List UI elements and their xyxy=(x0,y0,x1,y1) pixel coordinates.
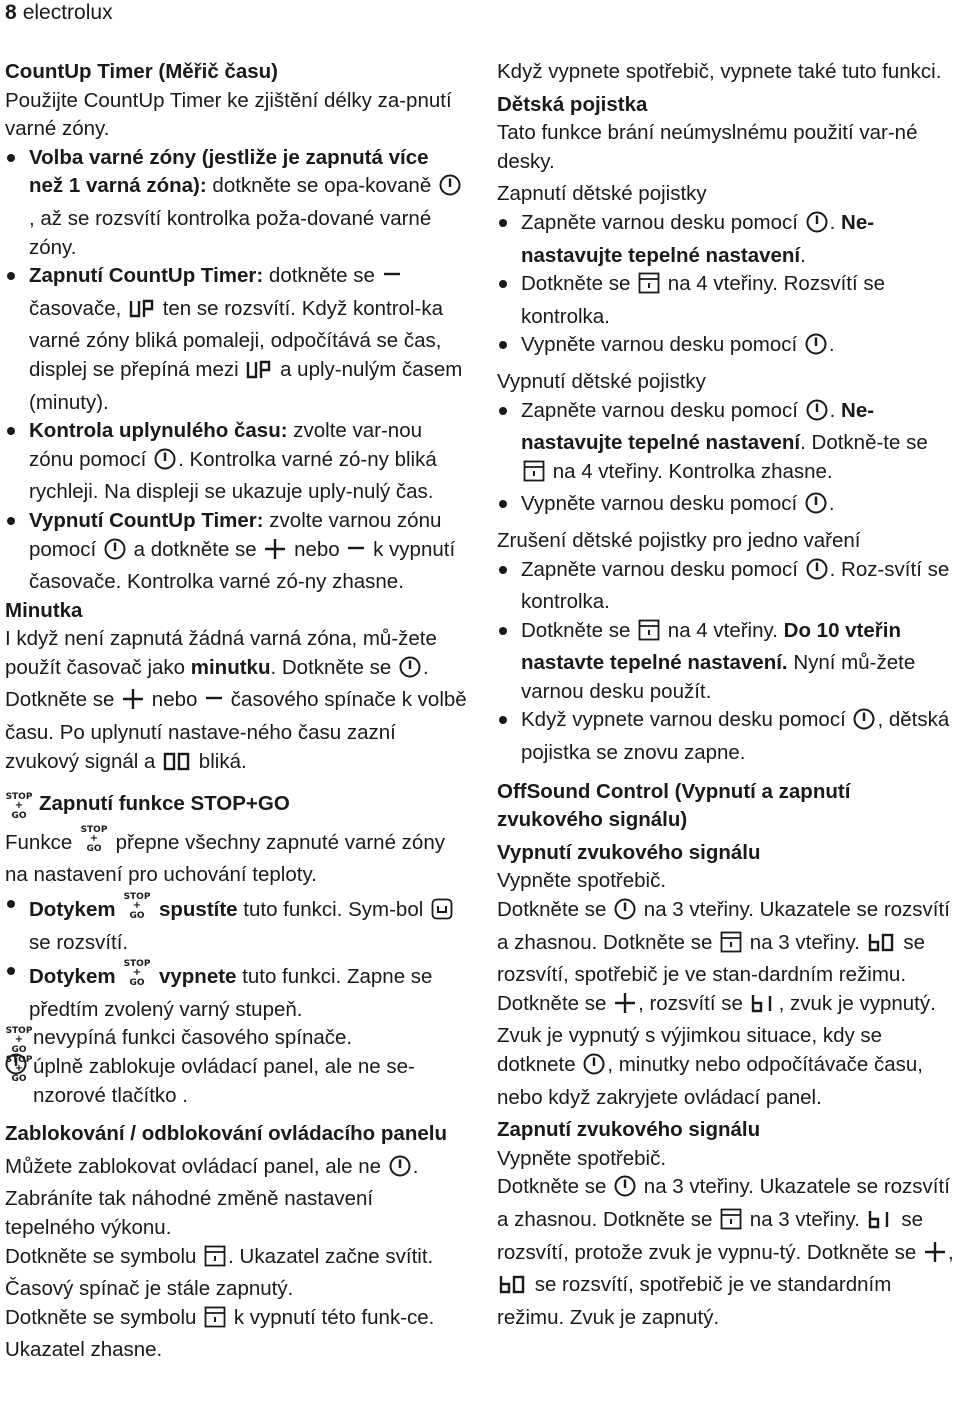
b0-display-icon xyxy=(499,1275,527,1304)
lock-icon xyxy=(523,460,545,491)
power-icon xyxy=(154,448,176,479)
list-item: Zapnutí CountUp Timer: dotkněte se časovače, ten se rozsvítí. Když kontrol-ka varné zóny bliká pomaleji, odpočítává se čas, displej se přepíná mezi a uply-nulým časem (minuty). xyxy=(5,262,467,417)
svg-text:+: + xyxy=(14,1034,24,1046)
svg-text:GO: GO xyxy=(86,843,102,853)
stopgo-note-2: STOP + GO úplně zablokuje ovládací panel, ale ne se-nzorové tlačítko . xyxy=(5,1055,415,1107)
power-icon xyxy=(5,1053,27,1084)
stop-go-icon xyxy=(123,890,151,929)
lock-icon xyxy=(638,272,660,303)
stopgo-list xyxy=(5,890,467,1024)
list-item: Dotykem STOP + GO vypnete tuto funkci. Zapne se předtím zvolený varný stupeň. xyxy=(5,957,467,1024)
svg-text:STOP: STOP xyxy=(5,792,33,803)
svg-text:GO: GO xyxy=(11,1045,27,1055)
lock-icon xyxy=(720,1208,742,1239)
svg-text:STOP: STOP xyxy=(80,824,108,835)
left-column xyxy=(5,58,467,1365)
sound-on-step-2: Dotkněte se na 3 vteřiny. Ukazatele se rozsvítí a zhasnou. Dotkněte se na 3 vteřiny. se rozsvítí, protože zvuk je vypnu-tý. Dotkněte se , se rozsvítí, spotřebič je ve standardním režimu. Zvuk je zapnutý. xyxy=(497,1175,954,1329)
page-header xyxy=(5,0,113,26)
power-icon xyxy=(805,333,827,364)
list-item: Volba varné zóny (jestliže je zapnutá více než 1 varná zóna): dotkněte se opa-kovaně , až se rozsvítí kontrolka poža-dované varné zóny. xyxy=(5,144,467,262)
power-icon xyxy=(583,1053,605,1084)
lock-icon xyxy=(204,1245,226,1276)
svg-text:+: + xyxy=(133,967,142,979)
stopgo-text: Funkce STOP + GO přepne všechny zapnuté varné zóny na nastavení pro uchování teploty. xyxy=(5,824,445,887)
power-icon xyxy=(399,656,421,687)
svg-text:+: + xyxy=(14,800,24,812)
power-icon xyxy=(389,1155,411,1186)
child-lock-text: Tato funkce brání neúmyslnému použití var-né desky. xyxy=(497,121,918,173)
list-item: Když vypnete varnou desku pomocí , dětská pojistka se znovu zapne. xyxy=(497,706,957,767)
svg-text:STOP: STOP xyxy=(5,1026,33,1037)
power-icon xyxy=(853,708,875,739)
power-icon xyxy=(806,211,828,242)
svg-text:+: + xyxy=(89,832,99,844)
list-item: Vypnutí CountUp Timer: zvolte varnou zónu pomocí a dotkněte se nebo k vypnutí časovače. Kontrolka varné zó-ny zhasne. xyxy=(5,507,467,597)
list-item: Vypněte varnou desku pomocí . xyxy=(497,331,957,364)
sound-off-step-3: Zvuk je vypnutý s výjimkou situace, kdy se dotknete , minutky nebo odpočítávače času, nebo když zakryjete ovládací panel. xyxy=(497,1024,924,1109)
svg-text:+: + xyxy=(14,1063,24,1074)
svg-text:+: + xyxy=(133,900,142,912)
lock-icon xyxy=(204,1306,226,1337)
00-display-icon xyxy=(163,752,191,781)
up-display-icon xyxy=(246,360,272,389)
stop-go-icon xyxy=(5,790,33,829)
child-lock-off-list xyxy=(497,397,957,523)
lock-title: Zablokování / odblokování ovládacího panelu xyxy=(5,1122,447,1146)
brand-name: electrolux xyxy=(22,1,113,24)
plus-icon xyxy=(924,1241,946,1272)
list-item: Zapněte varnou desku pomocí . Ne-nastavujte tepelné nastavení. Dotkně-te se na 4 vteřiny. Kontrolka zhasne. xyxy=(497,397,957,491)
b1-display-icon xyxy=(868,1210,894,1239)
power-icon xyxy=(806,558,828,589)
power-icon xyxy=(104,538,126,569)
right-intro: Když vypnete spotřebič, vypnete také tuto funkci. xyxy=(497,60,942,83)
offsound-title: OffSound Control (Vypnutí a zapnutí zvukového signálu) xyxy=(497,779,851,832)
lock-icon xyxy=(720,931,742,962)
svg-text:STOP: STOP xyxy=(123,892,151,903)
stop-go-icon xyxy=(80,823,108,862)
svg-text:GO: GO xyxy=(129,911,145,921)
minutka-text: I když není zapnutá žádná varná zóna, mů-žete použít časovač jako minutku. Dotkněte se . Dotkněte se nebo časového spínače k volbě času. Po uplynutí nastave-ného času zazní zvukový signál a bliká. xyxy=(5,625,467,780)
svg-text:GO: GO xyxy=(129,978,145,988)
countup-list xyxy=(5,144,467,597)
power-icon xyxy=(439,174,461,205)
list-item: Dotkněte se na 4 vteřiny. Do 10 vteřin nastavte tepelné nastavení. Nyní mů-žete varnou desku použít. xyxy=(497,617,957,707)
minus-icon xyxy=(205,690,223,719)
child-lock-off-title: Vypnutí dětské pojistky xyxy=(497,369,706,393)
child-lock-on-list xyxy=(497,209,957,364)
power-icon xyxy=(614,898,636,929)
svg-text:STOP: STOP xyxy=(5,1055,33,1065)
lock-icon xyxy=(638,619,660,650)
svg-text:GO: GO xyxy=(11,1074,27,1083)
svg-text:STOP: STOP xyxy=(123,959,151,970)
lock-text-2: Dotkněte se symbolu . Ukazatel začne svítit. xyxy=(5,1243,467,1276)
child-lock-cancel-title: Zrušení dětské pojistky pro jedno vaření xyxy=(497,528,861,552)
stop-go-icon xyxy=(123,957,151,996)
sound-on-title: Zapnutí zvukového signálu xyxy=(497,1118,761,1142)
right-column xyxy=(497,58,957,1332)
sound-off-step-1: Vypněte spotřebič. xyxy=(497,869,667,893)
minus-icon xyxy=(347,540,365,569)
sound-on-step-1: Vypněte spotřebič. xyxy=(497,1146,667,1170)
minutka-title: Minutka xyxy=(5,598,83,622)
list-item: Zapněte varnou desku pomocí . Ne-nastavujte tepelné nastavení. xyxy=(497,209,957,270)
page-number: 8 xyxy=(5,1,17,24)
power-icon xyxy=(806,399,828,430)
b0-display-icon xyxy=(868,933,896,962)
lock-text-3: Časový spínač je stále zapnutý. xyxy=(5,1277,294,1301)
plus-icon xyxy=(614,992,636,1023)
list-item: Dotkněte se na 4 vteřiny. Rozsvítí se kontrolka. xyxy=(497,270,957,331)
stopgo-title: STOP + GO Zapnutí funkce STOP+GO xyxy=(5,790,467,819)
plus-icon xyxy=(122,688,144,719)
u-symbol-icon xyxy=(431,898,453,929)
plus-icon xyxy=(264,538,286,569)
stopgo-note-1: STOP + GO nevypíná funkci časového spínače. xyxy=(5,1024,467,1053)
child-lock-cancel-list xyxy=(497,556,957,768)
power-icon xyxy=(614,1175,636,1206)
lock-text-1: Můžete zablokovat ovládací panel, ale ne . Zabráníte tak náhodné změně nastavení tepelného výkonu. xyxy=(5,1154,419,1239)
sound-off-step-2: Dotkněte se na 3 vteřiny. Ukazatele se rozsvítí a zhasnou. Dotkněte se na 3 vteřiny. se rozsvítí, spotřebič je ve stan-dardním režimu. Dotkněte se , rozsvítí se , zvuk je vypnutý. xyxy=(497,896,957,1022)
list-item: Kontrola uplynulého času: zvolte var-nou zónu pomocí . Kontrolka varné zó-ny bliká rychleji. Na displeji se ukazuje uply-nulý čas. xyxy=(5,417,467,507)
list-item: Vypněte varnou desku pomocí . xyxy=(497,490,957,523)
countup-title: CountUp Timer (Měřič času) xyxy=(5,60,278,83)
power-icon xyxy=(805,492,827,523)
countup-intro: Použijte CountUp Timer ke zjištění délky za-pnutí varné zóny. xyxy=(5,88,452,141)
list-item: Zapněte varnou desku pomocí . Roz-svítí se kontrolka. xyxy=(497,556,957,617)
child-lock-on-title: Zapnutí dětské pojistky xyxy=(497,182,707,206)
b1-display-icon xyxy=(751,994,777,1023)
svg-text:GO: GO xyxy=(11,811,27,821)
minus-icon xyxy=(383,266,401,295)
lock-text-4: Dotkněte se symbolu k vypnutí této funk-ce. Ukazatel zhasne. xyxy=(5,1305,435,1362)
child-lock-title: Dětská pojistka xyxy=(497,92,648,116)
list-item: Dotykem STOP + GO spustíte tuto funkci. Sym-bol se rozsvítí. xyxy=(5,890,467,957)
sound-off-title: Vypnutí zvukového signálu xyxy=(497,840,761,864)
up-display-icon xyxy=(129,299,155,328)
